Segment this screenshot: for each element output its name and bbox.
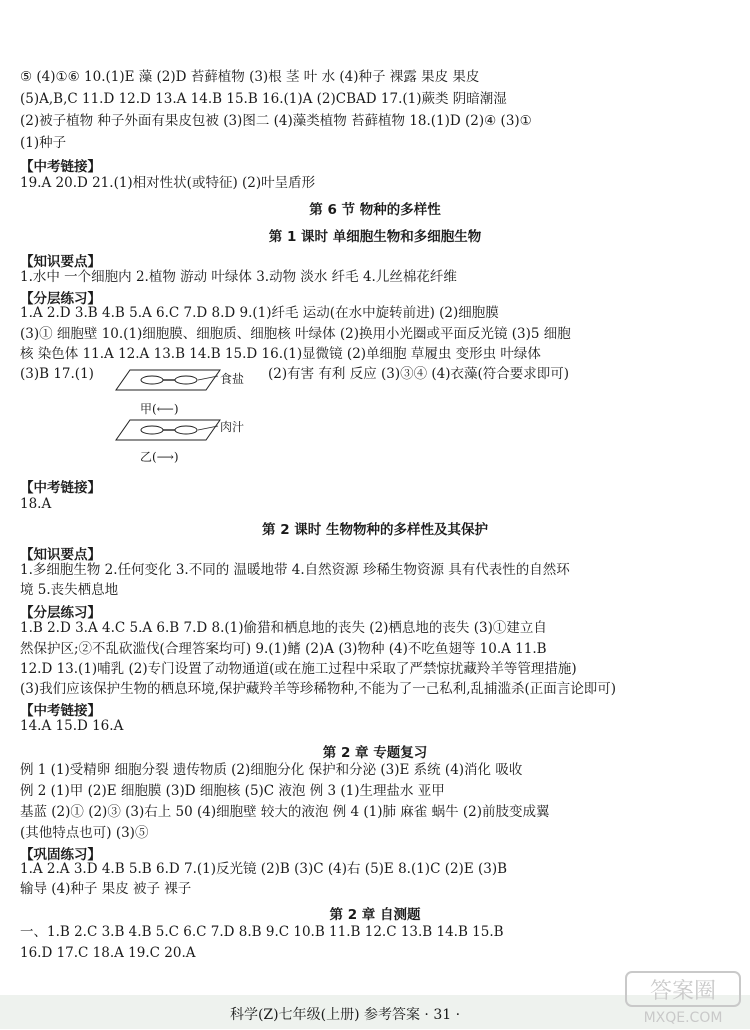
section-heading-zhongkao-1: 【中考链接】 bbox=[20, 159, 101, 175]
watermark-logo bbox=[624, 968, 742, 1026]
answer-line-1: ⑤ (4)①⑥ 10.(1)E 藻 (2)D 苔藓植物 (3)根 茎 叶 水 (4)种子 裸露 果皮 果皮 bbox=[20, 69, 480, 85]
review-line-1: 例 1 (1)受精卵 细胞分裂 遗传物质 (2)细胞分化 保护和分泌 (3)E 系统 (4)消化 吸收 bbox=[20, 762, 523, 778]
answer-line-practice-5: (2)有害 有利 反应 (3)③④ (4)衣藻(符合要求即可) bbox=[268, 366, 570, 382]
answer-line-knowledge-1: 1.水中 一个细胞内 2.植物 游动 叶绿体 3.动物 淡水 纤毛 4.儿丝棉花纤维 bbox=[20, 269, 457, 285]
selftest-line-1: 一、1.B 2.C 3.B 4.B 5.C 6.C 7.D 8.B 9.C 10.B 11.B 12.C 13.B 14.B 15.B bbox=[20, 924, 504, 940]
answer-line-practice2-1: 1.B 2.D 3.A 4.C 5.A 6.B 7.D 8.(1)偷猎和栖息地的丧失 (2)栖息地的丧失 (3)①建立自 bbox=[20, 620, 547, 636]
answer-line-practice-1: 1.A 2.D 3.B 4.B 5.A 6.C 7.D 8.D 9.(1)纤毛 运动(在水中旋转前进) (2)细胞膜 bbox=[20, 305, 499, 321]
answer-line-practice2-4: (3)我们应该保护生物的栖息环境,保护藏羚羊等珍稀物种,不能为了一己私利,乱捕滥杀(正面言论即可) bbox=[20, 681, 617, 697]
slide-top bbox=[116, 370, 220, 390]
answer-line-zhongkao-1: 19.A 20.D 21.(1)相对性状(或特征) (2)叶呈盾形 bbox=[20, 175, 316, 191]
svg-text:MXQE.COM: MXQE.COM bbox=[643, 1010, 723, 1026]
answer-line-practice-4: (3)B 17.(1) bbox=[20, 366, 94, 382]
section-heading-knowledge-2: 【知识要点】 bbox=[20, 547, 101, 563]
footer-text: 科学(Z)七年级(上册) 参考答案 · 31 · bbox=[229, 1007, 461, 1023]
figure-label-juice: 肉汁 bbox=[220, 420, 245, 434]
review-line-2: 例 2 (1)甲 (2)E 细胞膜 (3)D 细胞核 (5)C 液泡 例 3 (1)生理盐水 亚甲 bbox=[20, 783, 445, 799]
figure-label-b: 乙(⟶) bbox=[140, 450, 179, 464]
selftest-line-2: 16.D 17.C 18.A 19.C 20.A bbox=[20, 945, 196, 961]
answer-line-zhongkao-3: 14.A 15.D 16.A bbox=[20, 718, 124, 734]
consolidate-line-2: 输导 (4)种子 果皮 被子 裸子 bbox=[20, 881, 192, 897]
answer-line-knowledge-2a: 1.多细胞生物 2.任何变化 3.不同的 温暖地带 4.自然资源 珍稀生物资源 具有代表性的自然环 bbox=[20, 562, 570, 578]
slide-bottom bbox=[116, 420, 220, 440]
review-line-3: 基蓝 (2)① (2)③ (3)右上 50 (4)细胞壁 较大的液泡 例 4 (1)肺 麻雀 蜗牛 (2)前肢变成翼 bbox=[20, 804, 550, 820]
review-line-4: (其他特点也可) (3)⑤ bbox=[20, 825, 149, 841]
answer-line-practice-3: 核 染色体 11.A 12.A 13.B 14.B 15.D 16.(1)显微镜 (2)单细胞 草履虫 变形虫 叶绿体 bbox=[20, 346, 541, 362]
section-heading-practice-1: 【分层练习】 bbox=[20, 291, 101, 307]
answer-line-zhongkao-2: 18.A bbox=[20, 496, 52, 512]
answer-line-2: (5)A,B,C 11.D 12.D 13.A 14.B 15.B 16.(1)A (2)CBAD 17.(1)蕨类 阴暗潮湿 bbox=[20, 91, 507, 107]
svg-text:答案圈: 答案圈 bbox=[649, 979, 717, 1004]
answer-line-3: (2)被子植物 种子外面有果皮包被 (3)图二 (4)藻类植物 苔藓植物 18.(1)D (2)④ (3)① bbox=[20, 113, 532, 129]
lesson-title-2: 第 2 课时 生物物种的多样性及其保护 bbox=[262, 522, 488, 538]
answer-line-practice-2: (3)① 细胞壁 10.(1)细胞膜、细胞质、细胞核 叶绿体 (2)换用小光圈或平面反光镜 (3)5 细胞 bbox=[20, 326, 571, 342]
section-heading-zhongkao-2: 【中考链接】 bbox=[20, 480, 101, 496]
section-heading-knowledge-1: 【知识要点】 bbox=[20, 254, 101, 270]
selftest-title: 第 2 章 自测题 bbox=[329, 907, 421, 923]
figure-label-a: 甲(⟵) bbox=[140, 402, 179, 416]
consolidate-line-1: 1.A 2.A 3.D 4.B 5.B 6.D 7.(1)反光镜 (2)B (3)C (4)右 (5)E 8.(1)C (2)E (3)B bbox=[20, 861, 508, 877]
section-title-6: 第 6 节 物种的多样性 bbox=[309, 202, 441, 218]
answer-line-knowledge-2b: 境 5.丧失栖息地 bbox=[20, 582, 119, 598]
answer-line-practice2-3: 12.D 13.(1)哺乳 (2)专门设置了动物通道(或在施工过程中采取了严禁惊扰藏羚羊等管理措施) bbox=[20, 661, 577, 677]
section-heading-consolidate: 【巩固练习】 bbox=[20, 847, 101, 863]
figure-label-salt: 食盐 bbox=[220, 372, 245, 386]
lesson-title-1: 第 1 课时 单细胞生物和多细胞生物 bbox=[268, 229, 482, 245]
section-heading-zhongkao-3: 【中考链接】 bbox=[20, 703, 101, 719]
answer-line-practice2-2: 然保护区;②不乱砍滥伐(合理答案均可) 9.(1)鳍 (2)A (3)物种 (4)不吃鱼翅等 10.A 11.B bbox=[20, 641, 547, 657]
section-heading-practice-2: 【分层练习】 bbox=[20, 605, 101, 621]
answer-line-4: (1)种子 bbox=[20, 135, 67, 151]
chapter-review-title: 第 2 章 专题复习 bbox=[322, 745, 428, 761]
